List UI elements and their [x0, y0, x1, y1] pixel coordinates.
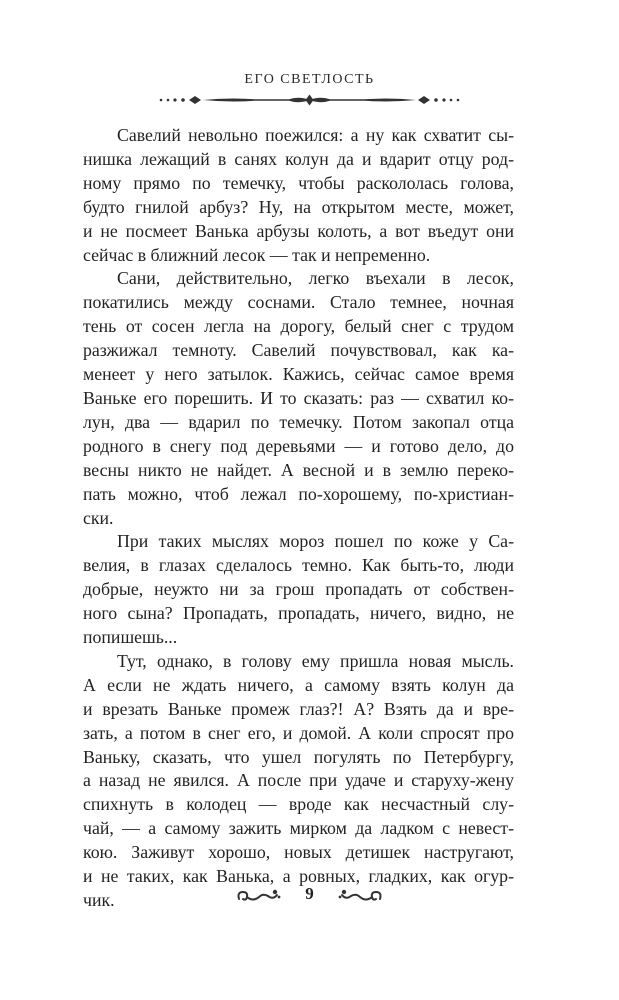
- text-line: сейчас в ближний лесок — так и непременно.: [83, 244, 431, 265]
- text-line: весны никто не найдет. А весной и в землю переко-: [83, 459, 514, 480]
- page-number: 9: [305, 884, 314, 903]
- text-line: спихнуть в колодец — вроде как несчастный слу-: [83, 794, 514, 815]
- text-line: чик.: [83, 890, 115, 910]
- paragraph: [83, 124, 514, 267]
- text-line: Ваньке его порешить. И то сказать: раз — схватил ко-: [83, 387, 514, 408]
- text-line: При таких мыслях мороз пошел по коже у Са-: [117, 531, 514, 552]
- text-line: менеет у него затылок. Кажись, сейчас самое время: [83, 364, 514, 385]
- text-line: а назад не явился. А после при удаче и старуху-жену: [83, 770, 514, 791]
- text-line: ного сына? Пропадать, пропадать, ничего, видно, не: [83, 603, 514, 624]
- header-ornament-divider: [159, 92, 460, 108]
- text-line: родного в снегу под деревьями — и готово дело, до: [83, 435, 514, 456]
- text-line: Савелий невольно поежился: а ну как схватит сы-: [117, 125, 514, 145]
- text-line: чай, — а самому зажить мирком да ладком с невест-: [83, 818, 514, 839]
- text-line: и не посмеет Ванька арбузы колоть, а вот въедут они: [83, 220, 514, 241]
- text-line: покатились между соснами. Стало темнее, ночная: [83, 292, 514, 313]
- text-line: разжижал темноту. Савелий почувствовал, как ка-: [83, 340, 514, 361]
- text-line: нишка лежащий в санях колун да и вдарит отцу род-: [83, 148, 514, 169]
- text-line: лун, два — вдарил по темечку. Потом закопал отца: [83, 411, 514, 432]
- right-flourish-icon: [338, 886, 384, 908]
- text-line: Сани, действительно, легко въехали в лесок,: [117, 268, 514, 289]
- text-line: попишешь...: [83, 627, 178, 648]
- paragraph: [83, 650, 514, 913]
- text-line: кою. Заживут хорошо, новых детишек настругают,: [83, 842, 514, 863]
- text-line: А если не ждать ничего, а самому взять колун да: [83, 674, 514, 695]
- text-line: Ваньку, сказать, что ушел погулять по Петербургу,: [83, 746, 514, 767]
- text-line: добрые, неужто ни за грош пропадать от собствен-: [83, 579, 514, 600]
- text-line: и врезать Ваньке промеж глаз?! А? Взять да и вре-: [83, 698, 514, 719]
- text-line: ному прямо по темечку, чтобы раскололась голова,: [83, 172, 514, 193]
- text-line: будто гнилой арбуз? Ну, на открытом месте, может,: [83, 196, 514, 217]
- text-line: и не таких, как Ванька, а ровных, гладких, как огур-: [83, 866, 514, 887]
- text-line: Тут, однако, в голову ему пришла новая мысль.: [117, 650, 514, 671]
- text-line: зать, а потом в снег его, и домой. А коли спросят про: [83, 722, 514, 743]
- paragraph: [83, 267, 514, 530]
- paragraph: [83, 530, 514, 650]
- text-line: тень от сосен легла на дорогу, белый снег с трудом: [83, 316, 514, 337]
- text-line: пать можно, чтоб лежал по-хорошему, по-христиан-: [83, 483, 514, 504]
- running-head: ЕГО СВЕТЛОСТЬ: [244, 72, 375, 87]
- text-line: велия, в глазах сделалось темно. Как быть-то, люди: [83, 555, 514, 576]
- body-text: [83, 124, 514, 913]
- page-footer: [0, 882, 619, 912]
- text-line: ски.: [83, 507, 114, 528]
